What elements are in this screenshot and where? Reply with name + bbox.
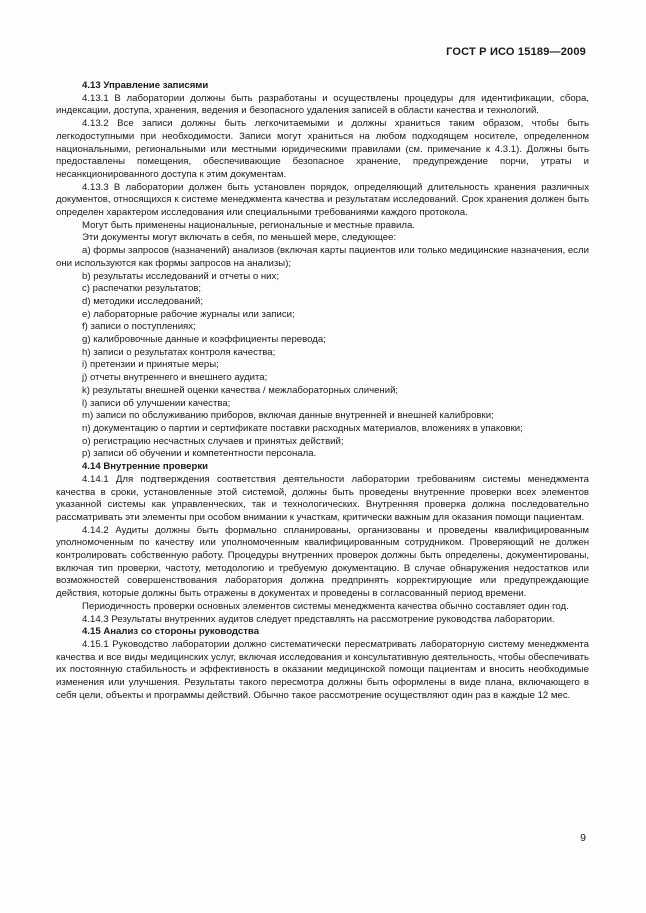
body-paragraph: 4.14.3 Результаты внутренних аудитов следует представлять на рассмотрение руководства лаборатории. xyxy=(82,613,555,625)
body-paragraph: a) формы запросов (назначений) анализов (включая карты пациентов или только медицинские назначения, если они используются как формы запросов на анализы); xyxy=(56,245,589,269)
body-paragraph: e) лабораторные рабочие журналы или записи; xyxy=(82,308,295,320)
body-paragraph: 4.15.1 Руководство лаборатории должно систематически пересматривать лабораторную систему менеджмента качества и все виды медицинских услуг, включая исследования и консультативную деятельность, чтобы обеспечивать их постоянную стабильность и эффективность в оказании медицинской помощи пациентам и вносить необходимые изменения или улучшения. Результаты такого пересмотра должны быть оформлены в виде плана, включающего в себя цели, объекты и программы действий. Обычно такое рассмотрение осуществляют один раз в каждые 12 мес. xyxy=(56,638,589,701)
body-paragraph: h) записи о результатах контроля качества; xyxy=(82,346,276,358)
section-heading: 4.14 Внутренние проверки xyxy=(82,461,209,473)
body-paragraph: Могут быть применены национальные, региональные и местные правила. xyxy=(82,219,416,231)
body-paragraph: k) результаты внешней оценки качества / межлабораторных сличений; xyxy=(82,384,399,396)
section-heading: 4.13 Управление записями xyxy=(82,80,209,91)
body-paragraph: 4.14.1 Для подтверждения соответствия деятельности лаборатории требованиям системы менеджмента качества в сроки, установленные этой системой, должны быть проведены внутренние проверки всех элементов указанной системы как управленческих, так и технологических. Внутренняя проверка должна последовательно рассматривать эти элементы при особом внимании к участкам, критически важным для оказания помощи пациентам. xyxy=(56,473,589,523)
body-paragraph: 4.13.3 В лаборатории должен быть установлен порядок, определяющий длительность хранения различных документов, относящихся к системе менеджмента качества и результатам исследований. Срок хранения должен быть определен характером исследования или специальными требованиями каждого протокола. xyxy=(56,181,589,219)
section-heading: 4.15 Анализ со стороны руководства xyxy=(82,626,260,638)
body-paragraph: Эти документы могут включать в себя, по меньшей мере, следующее: xyxy=(82,232,397,244)
body-paragraph: 4.14.2 Аудиты должны быть формально спланированы, организованы и проведены квалифицированным уполномоченным по качеству или уполномоченным квалифицированным сотрудником. Проверяющий не должен контролировать собственную работу. Процедуры внутренних проверок должны быть определены, документированы, включая тип проверки, частоту, методологию и требуемую документацию. В случае обнаружения недостатков или возможностей совершенствования лаборатория должна предпринять корректирующие или предупреждающие действия, которые должны быть отражены в документах и проведены в согласованный период времени. xyxy=(56,524,589,600)
body-paragraph: j) отчеты внутреннего и внешнего аудита; xyxy=(82,372,268,384)
body-paragraph: b) результаты исследований и отчеты о них; xyxy=(82,270,279,282)
page-number: 9 xyxy=(580,832,586,844)
body-paragraph: f) записи о поступлениях; xyxy=(82,321,196,333)
body-paragraph: 4.13.1 В лаборатории должны быть разработаны и осуществлены процедуры для идентификации, сбора, индексации, доступа, хранения, ведения и безопасного удаления записей в области качества и технологий. xyxy=(56,92,589,117)
body-paragraph: m) записи по обслуживанию приборов, включая данные внутренней и внешней калибровки; xyxy=(82,410,494,422)
body-paragraph: p) записи об обучении и компетентности персонала. xyxy=(82,448,317,460)
body-paragraph: l) записи об улучшении качества; xyxy=(82,397,231,409)
body-paragraph: o) регистрацию несчастных случаев и принятых действий; xyxy=(82,435,344,447)
body-paragraph: c) распечатки результатов; xyxy=(82,283,202,295)
body-paragraph: d) методики исследований; xyxy=(82,295,204,307)
body-paragraph: g) калибровочные данные и коэффициенты перевода; xyxy=(82,334,326,346)
body-paragraph: 4.13.2 Все записи должны быть легкочитаемыми и должны храниться таким образом, чтобы быть легкодоступными при необходимости. Записи могут храниться на любом подходящем носителе, определенном национальными, региональными или местными юридическими правилами (см. примечание к 4.3.1). Должны быть предоставлены помещения, обеспечивающие безопасное хранение, предупреждение порчи, утраты и несанкционированного доступа к этим документам. xyxy=(56,118,589,180)
body-paragraph: n) документацию о партии и сертификате поставки расходных материалов, вложениях в упаковки; xyxy=(82,422,523,434)
document-code: ГОСТ Р ИСО 15189—2009 xyxy=(446,46,586,58)
document-body xyxy=(56,80,589,702)
body-paragraph: Периодичность проверки основных элементов системы менеджмента качества обычно составляет один год. xyxy=(82,600,569,612)
body-paragraph: i) претензии и принятые меры; xyxy=(82,359,219,371)
